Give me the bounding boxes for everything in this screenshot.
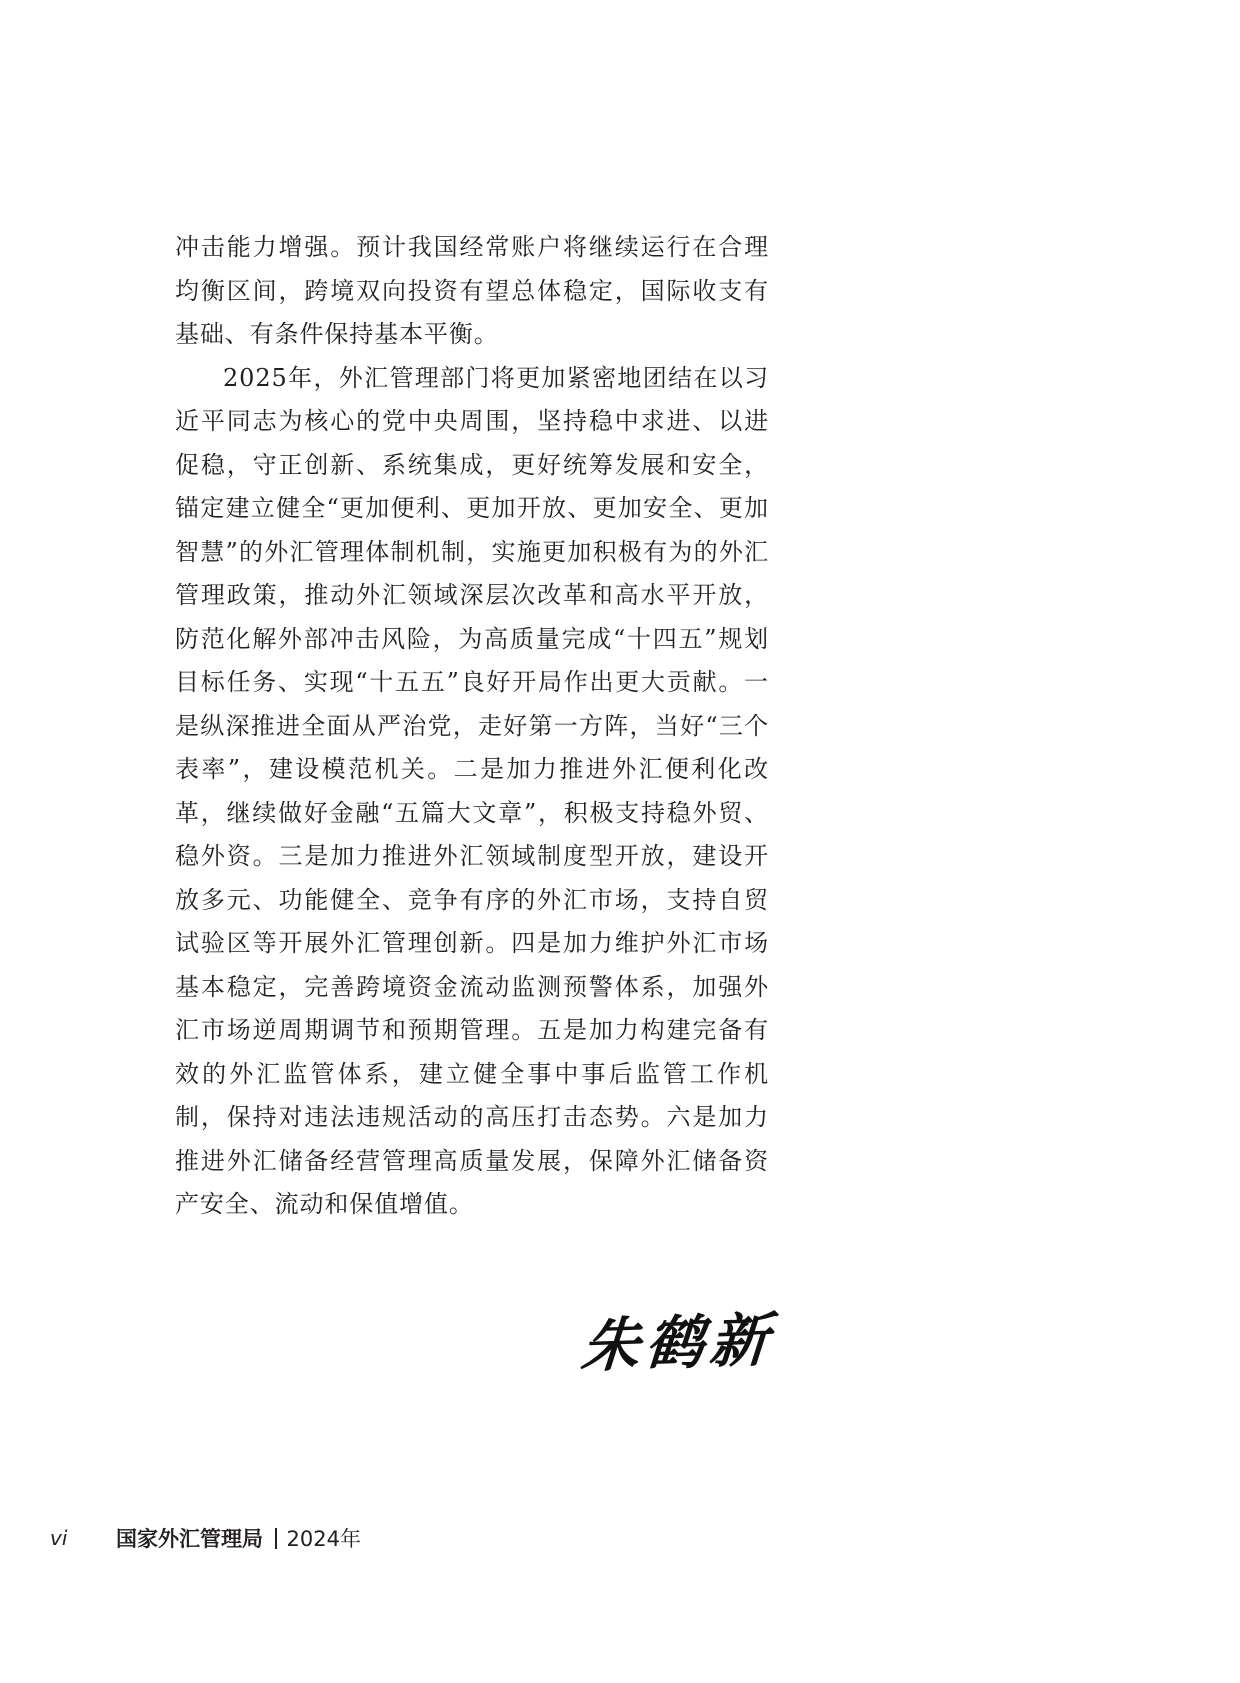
paragraph-2: 2025年，外汇管理部门将更加紧密地团结在以习近平同志为核心的党中央周围，坚持稳中求进、以进促稳，守正创新、系统集成，更好统筹发展和安全，锚定建立健全“更加便利、更加开放、更加安全、更加智慧”的外汇管理体制机制，实施更加积极有为的外汇管理政策，推动外汇领域深层次改革和高水平开放，防范化解外部冲击风险，为高质量完成“十四五”规划目标任务、实现“十五五”良好开局作出更大贡献。一是纵深推进全面从严治党，走好第一方阵，当好“三个表率”，建设模范机关。二是加力推进外汇便利化改革，继续做好金融“五篇大文章”，积极支持稳外贸、稳外资。三是加力推进外汇领域制度型开放，建设开放多元、功能健全、竞争有序的外汇市场，支持自贸试验区等开展外汇管理创新。四是加力维护外汇市场基本稳定，完善跨境资金流动监测预警体系，加强外汇市场逆周期调节和预期管理。五是加力构建完备有效的外汇监管体系，建立健全事中事后监管工作机制，保持对违法违规活动的高压打击态势。六是加力推进外汇储备经营管理高质量发展，保障外汇储备资产安全、流动和保值增值。 [175,363,769,1218]
organization-name: 国家外汇管理局 [116,1527,263,1551]
page-number: vi [50,1526,68,1550]
main-text [175,226,769,1227]
handwritten-signature: 朱鹤新 [578,1305,777,1381]
page-footer [50,1523,361,1553]
report-year: 2024年 [286,1527,361,1551]
footer-divider [275,1528,277,1549]
paragraph-1: 冲击能力增强。预计我国经常账户将继续运行在合理均衡区间，跨境双向投资有望总体稳定，国际收支有基础、有条件保持基本平衡。 [175,233,769,348]
